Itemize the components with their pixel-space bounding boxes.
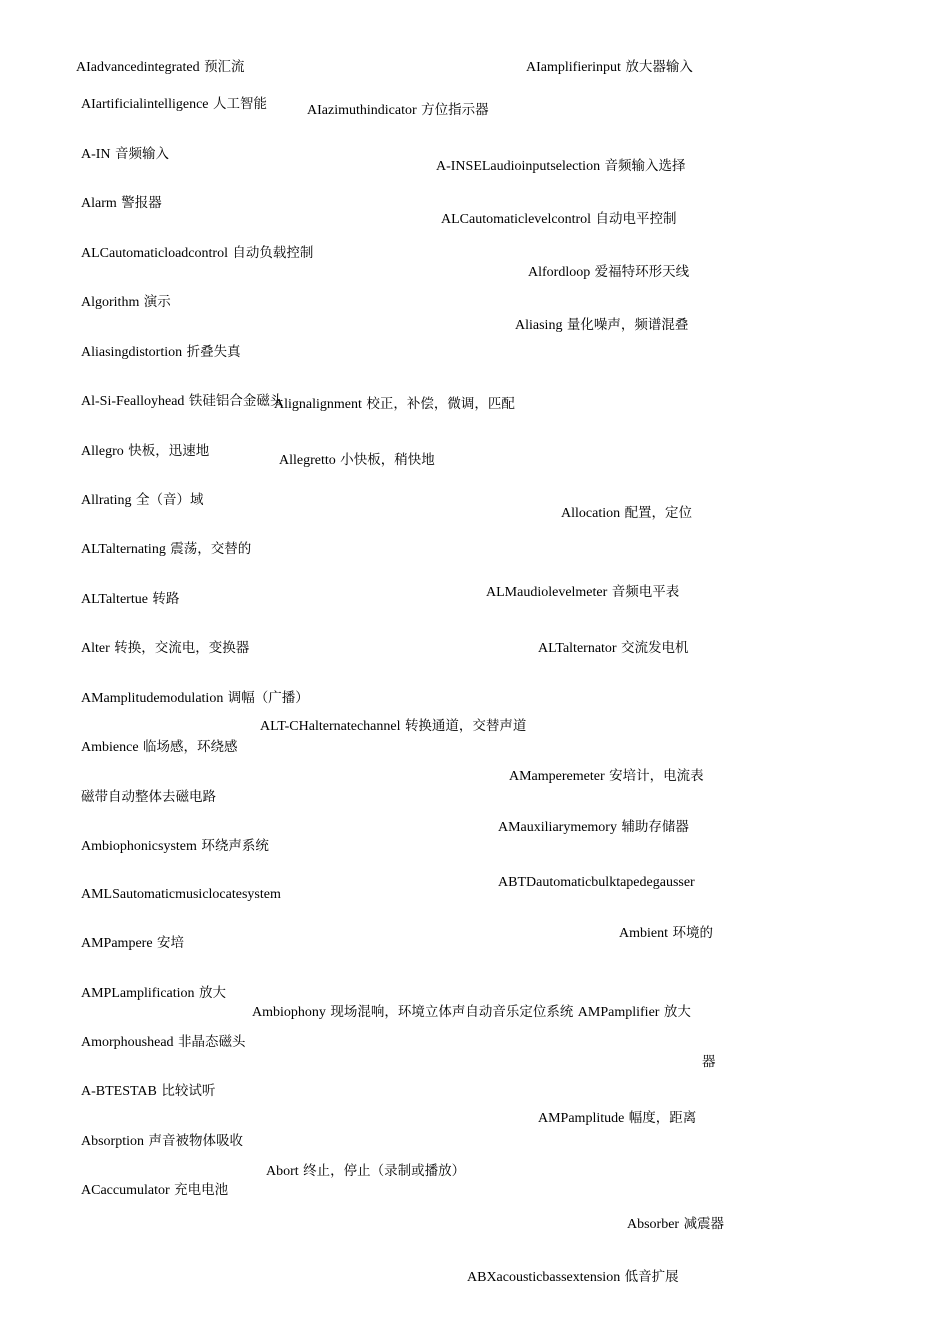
glossary-term: AIazimuthindicator 方位指示器 <box>307 102 489 118</box>
glossary-term: Allocation 配置，定位 <box>561 505 693 521</box>
glossary-term: ALTalternating 震荡，交替的 <box>81 541 252 557</box>
glossary-term: Alarm 警报器 <box>81 195 162 211</box>
glossary-term: ACaccumulator 充电电池 <box>81 1182 229 1198</box>
glossary-term: AIartificialintelligence 人工智能 <box>81 96 267 112</box>
glossary-term: AMamperemeter 安培计，电流表 <box>509 768 704 784</box>
glossary-term: Absorber 减震器 <box>627 1216 725 1232</box>
glossary-term: Algorithm 演示 <box>81 294 171 310</box>
glossary-term: 磁带自动整体去磁电路 <box>81 789 216 805</box>
glossary-term: ABTDautomaticbulktapedegausser <box>498 875 695 890</box>
glossary-term: Alfordloop 爱福特环形天线 <box>528 264 690 280</box>
glossary-term: AMPampere 安培 <box>81 935 184 951</box>
glossary-term: ALT-CHalternatechannel 转换通道，交替声道 <box>260 718 527 734</box>
glossary-term: A-BTESTAB 比较试听 <box>81 1083 216 1099</box>
glossary-term: A-INSELaudioinputselection 音频输入选择 <box>436 158 686 174</box>
glossary-term: Abort 终止，停止（录制或播放） <box>266 1163 466 1179</box>
glossary-term: Alter 转换，交流电，变换器 <box>81 640 250 656</box>
glossary-term: AMLSautomaticmusiclocatesystem <box>81 887 281 902</box>
glossary-term: A-IN 音频输入 <box>81 146 169 162</box>
glossary-term: Allegro 快板，迅速地 <box>81 443 210 459</box>
glossary-term: AMPLamplification 放大 <box>81 985 226 1001</box>
glossary-term: 器 <box>702 1054 716 1070</box>
glossary-term: Ambient 环境的 <box>619 925 713 941</box>
glossary-term: AMauxiliarymemory 辅助存储器 <box>498 819 689 835</box>
glossary-term: Allegretto 小快板，稍快地 <box>279 452 435 468</box>
glossary-term: AIamplifierinput 放大器输入 <box>526 59 693 75</box>
glossary-term: Ambiophonicsystem 环绕声系统 <box>81 838 269 854</box>
glossary-term: Aliasing 量化噪声，频谱混叠 <box>515 317 689 333</box>
glossary-term: AMamplitudemodulation 调幅（广播） <box>81 690 309 706</box>
glossary-term: Absorption 声音被物体吸收 <box>81 1133 243 1149</box>
glossary-term: ALTaltertue 转路 <box>81 591 180 607</box>
glossary-term: ALCautomaticloadcontrol 自动负载控制 <box>81 245 314 261</box>
glossary-term: ABXacousticbassextension 低音扩展 <box>467 1269 679 1285</box>
glossary-term: ALCautomaticlevelcontrol 自动电平控制 <box>441 211 677 227</box>
glossary-term: Aliasingdistortion 折叠失真 <box>81 344 241 360</box>
glossary-term: Ambience 临场感，环绕感 <box>81 739 238 755</box>
glossary-term: Ambiophony 现场混响，环境立体声自动音乐定位系统 AMPamplifier 放大 <box>252 1004 691 1020</box>
glossary-term: ALMaudiolevelmeter 音频电平表 <box>486 584 680 600</box>
glossary-term: Allrating 全（音）域 <box>81 492 204 508</box>
glossary-term: AIadvancedintegrated 预汇流 <box>76 59 245 75</box>
glossary-term: ALTalternator 交流发电机 <box>538 640 689 656</box>
glossary-term: Al-Si-Fealloyhead 铁硅铝合金磁头 <box>81 393 284 409</box>
glossary-term: Alignalignment 校正，补偿，微调，匹配 <box>274 396 515 412</box>
glossary-term: AMPamplitude 幅度，距离 <box>538 1110 697 1126</box>
glossary-term: Amorphoushead 非晶态磁头 <box>81 1034 246 1050</box>
